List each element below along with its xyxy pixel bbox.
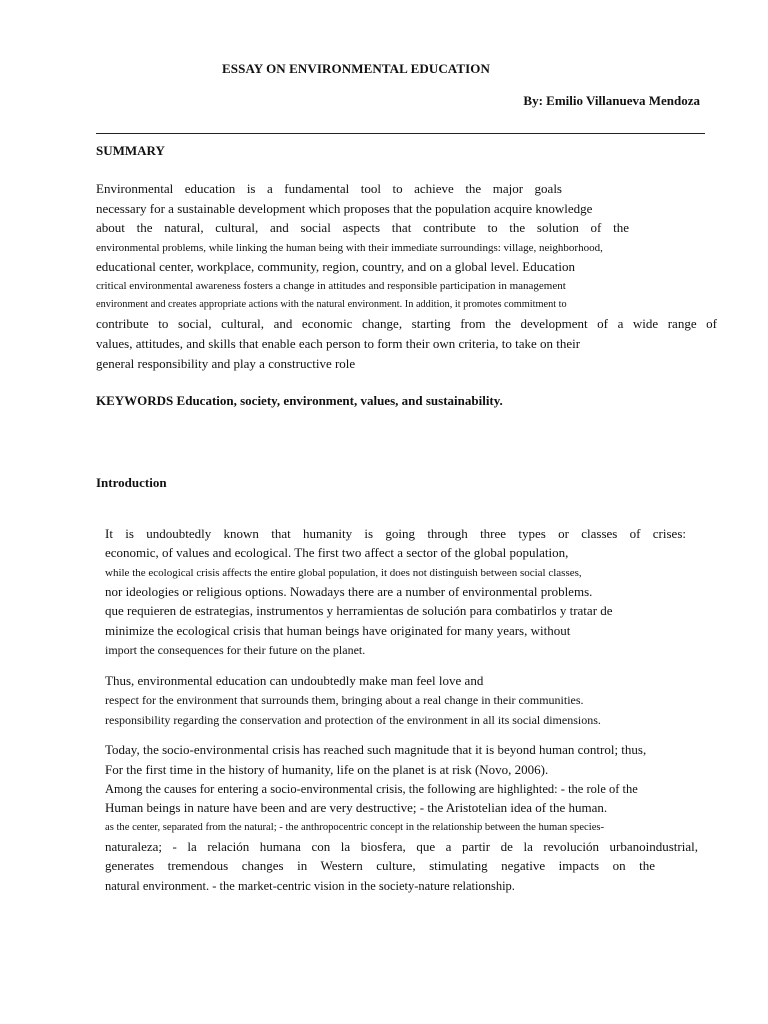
introduction-heading: Introduction (96, 475, 167, 490)
intro-line: generates tremendous changes in Western culture, stimulating negative impacts on the (105, 858, 655, 873)
keywords-line: KEYWORDS Education, society, environment, values, and sustainability. (96, 393, 503, 408)
intro-line: Among the causes for entering a socio-environmental crisis, the following are highlighted: - the role of the (105, 782, 638, 796)
intro-line: Thus, environmental education can undoubtedly make man feel love and (105, 673, 484, 688)
intro-line: que requieren de estrategias, instrumentos y herramientas de solución para combatirlos y tratar de (105, 603, 613, 618)
summary-line: values, attitudes, and skills that enable each person to form their own criteria, to take on their (96, 336, 581, 351)
summary-line: environmental problems, while linking the human being with their immediate surroundings: village, neighborhood, (96, 242, 603, 254)
summary-heading: SUMMARY (96, 143, 165, 158)
summary-line: necessary for a sustainable development which proposes that the population acquire knowledge (96, 201, 593, 216)
intro-line: For the first time in the history of humanity, life on the planet is at risk (Novo, 2006). (105, 762, 549, 777)
intro-line: respect for the environment that surrounds them, bringing about a real change in their communities. (105, 693, 584, 707)
summary-line: Environmental education is a fundamental tool to achieve the major goals (96, 181, 562, 196)
intro-line: Today, the socio-environmental crisis has reached such magnitude that it is beyond human control; thus, (105, 742, 647, 757)
intro-line: minimize the ecological crisis that human beings have originated for many years, without (105, 623, 571, 638)
intro-line: It is undoubtedly known that humanity is going through three types or classes of crises: (105, 526, 686, 541)
intro-line: while the ecological crisis affects the entire global population, it does not distinguish between social classes, (105, 567, 582, 579)
intro-line: nor ideologies or religious options. Nowadays there are a number of environmental problems. (105, 584, 593, 599)
intro-line: natural environment. - the market-centric vision in the society-nature relationship. (105, 879, 515, 893)
intro-line: as the center, separated from the natural; - the anthropocentric concept in the relationship between the human species- (105, 822, 605, 833)
summary-line: critical environmental awareness fosters a change in attitudes and responsible participation in management (96, 280, 566, 292)
summary-line: contribute to social, cultural, and economic change, starting from the development of a wide range of (96, 316, 717, 331)
intro-line: Human beings in nature have been and are very destructive; - the Aristotelian idea of the human. (105, 800, 608, 815)
document-author: By: Emilio Villanueva Mendoza (523, 93, 700, 108)
intro-line: economic, of values and ecological. The first two affect a sector of the global population, (105, 545, 569, 560)
summary-line: educational center, workplace, community, region, country, and on a global level. Education (96, 259, 575, 274)
intro-line: responsibility regarding the conservation and protection of the environment in all its social dimensions. (105, 713, 601, 727)
intro-line: naturaleza; - la relación humana con la biosfera, que a partir de la revolución urbanoindustrial, (105, 839, 698, 854)
summary-line: about the natural, cultural, and social aspects that contribute to the solution of the (96, 220, 629, 235)
summary-line: environment and creates appropriate actions with the natural environment. In addition, it promotes commitment to (96, 299, 567, 310)
document-title: ESSAY ON ENVIRONMENTAL EDUCATION (222, 61, 490, 76)
summary-line: general responsibility and play a constructive role (96, 356, 356, 371)
intro-line: import the consequences for their future on the planet. (105, 643, 366, 657)
horizontal-rule (96, 133, 705, 134)
